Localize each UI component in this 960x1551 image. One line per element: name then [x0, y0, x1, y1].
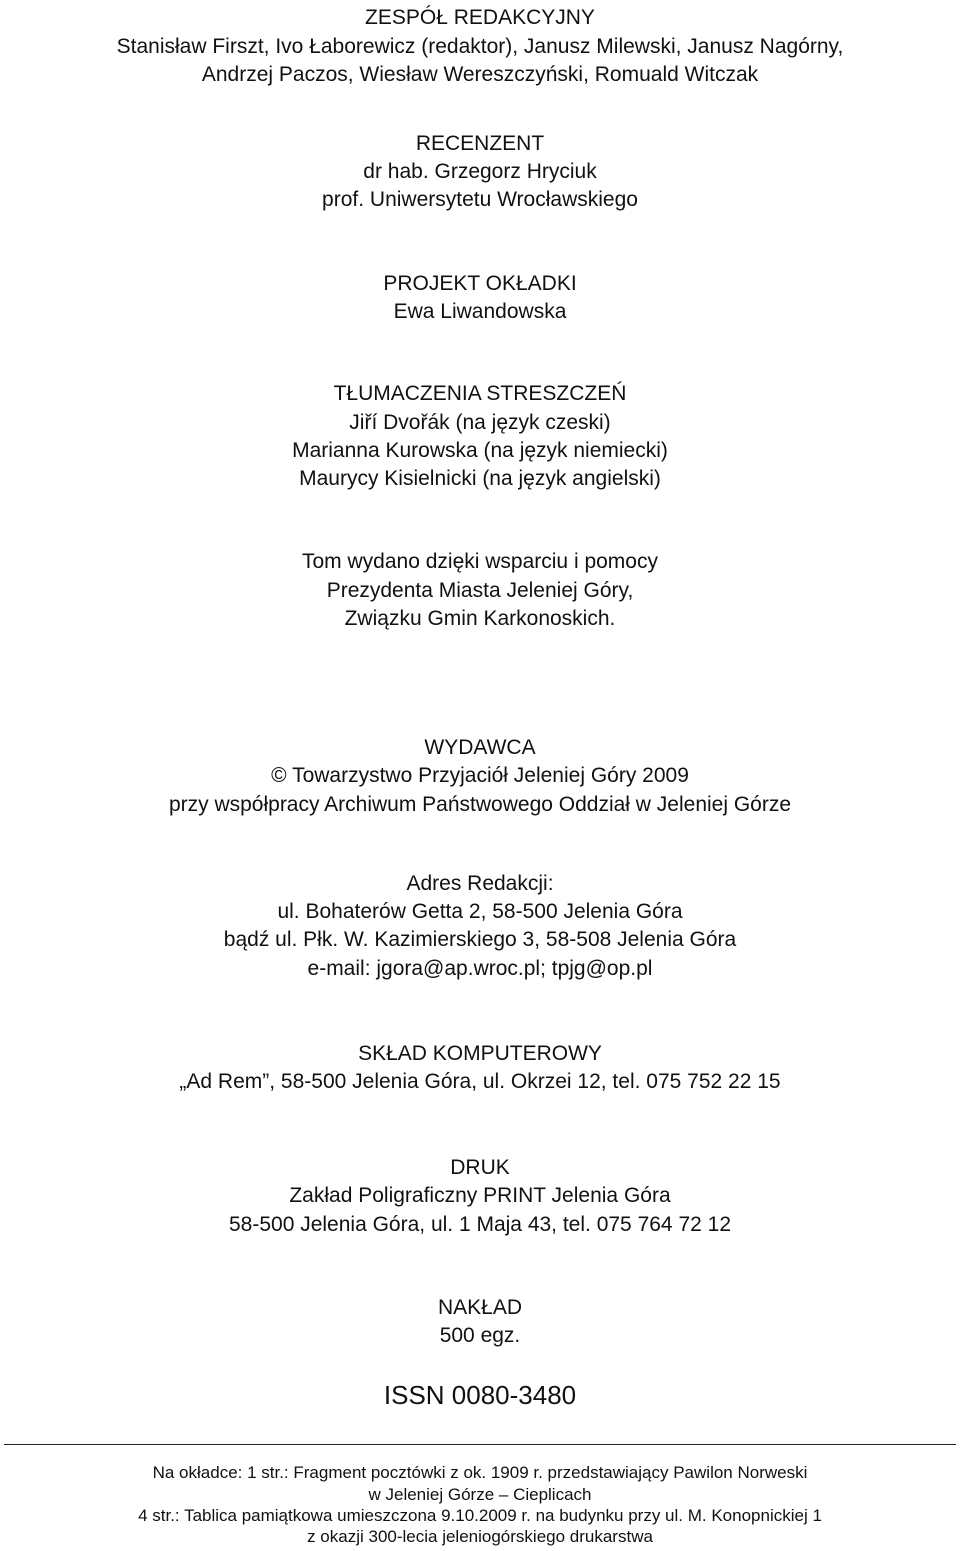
reviewer-heading: RECENZENT	[415, 132, 545, 155]
printing-line2: 58-500 Jelenia Góra, ul. 1 Maja 43, tel. 075 764 72 12	[228, 1213, 731, 1236]
reviewer-name: dr hab. Grzegorz Hryciuk	[363, 160, 597, 183]
circulation-heading: NAKŁAD	[437, 1296, 523, 1319]
editorial-team-heading: ZESPÓŁ REDAKCYJNY	[365, 6, 595, 29]
address-line1: ul. Bohaterów Getta 2, 58-500 Jelenia Góra	[277, 900, 683, 923]
copyright-icon: ©	[271, 764, 287, 787]
cover-note-line2: w Jeleniej Górze – Cieplicach	[368, 1485, 592, 1504]
support-line3: Związku Gmin Karkonoskich.	[344, 607, 616, 630]
cover-note-line1: Na okładce: 1 str.: Fragment pocztówki z ok. 1909 r. przedstawiający Pawilon Norweski	[152, 1463, 808, 1482]
cover-note-line4: z okazji 300-lecia jeleniogórskiego drukarstwa	[307, 1527, 653, 1546]
typesetting-line: „Ad Rem”, 58-500 Jelenia Góra, ul. Okrzei 12, tel. 075 752 22 15	[179, 1070, 781, 1093]
cover-note-line3: 4 str.: Tablica pamiątkowa umieszczona 9.10.2009 r. na budynku przy ul. M. Konopnickiej 1	[138, 1506, 822, 1525]
publisher-line2: przy współpracy Archiwum Państwowego Oddział w Jeleniej Górze	[168, 793, 792, 816]
publisher-line1	[0, 762, 960, 790]
circulation-value: 500 egz.	[439, 1324, 521, 1347]
publisher-heading: WYDAWCA	[424, 736, 536, 759]
translation-item: Marianna Kurowska (na język niemiecki)	[292, 439, 668, 462]
publisher-name: Towarzystwo Przyjaciół Jeleniej Góry 2009	[292, 764, 689, 787]
typesetting-heading: SKŁAD KOMPUTEROWY	[358, 1042, 602, 1065]
address-line2: bądź ul. Płk. W. Kazimierskiego 3, 58-508 Jelenia Góra	[223, 928, 737, 951]
cover-design-name: Ewa Liwandowska	[393, 300, 567, 323]
printing-heading: DRUK	[450, 1156, 510, 1179]
address-email: e-mail: jgora@ap.wroc.pl; tpjg@op.pl	[307, 957, 653, 980]
printing-line1: Zakład Poligraficzny PRINT Jelenia Góra	[289, 1184, 671, 1207]
support-line2: Prezydenta Miasta Jeleniej Góry,	[326, 579, 634, 602]
issn: ISSN 0080-3480	[383, 1380, 577, 1410]
translation-item: Maurycy Kisielnicki (na język angielski)	[299, 467, 661, 490]
cover-design-heading: PROJEKT OKŁADKI	[383, 272, 577, 295]
footer-divider	[4, 1444, 956, 1445]
reviewer-affiliation: prof. Uniwersytetu Wrocławskiego	[322, 188, 638, 211]
address-heading: Adres Redakcji:	[406, 872, 554, 895]
translations-heading: TŁUMACZENIA STRESZCZEŃ	[333, 382, 627, 405]
editorial-team-members-line2: Andrzej Paczos, Wiesław Wereszczyński, Romuald Witczak	[201, 63, 759, 86]
editorial-team-members-line1: Stanisław Firszt, Ivo Łaborewicz (redaktor), Janusz Milewski, Janusz Nagórny,	[116, 35, 844, 58]
support-line1: Tom wydano dzięki wsparciu i pomocy	[302, 550, 658, 573]
translation-item: Jiří Dvořák (na język czeski)	[349, 411, 611, 434]
